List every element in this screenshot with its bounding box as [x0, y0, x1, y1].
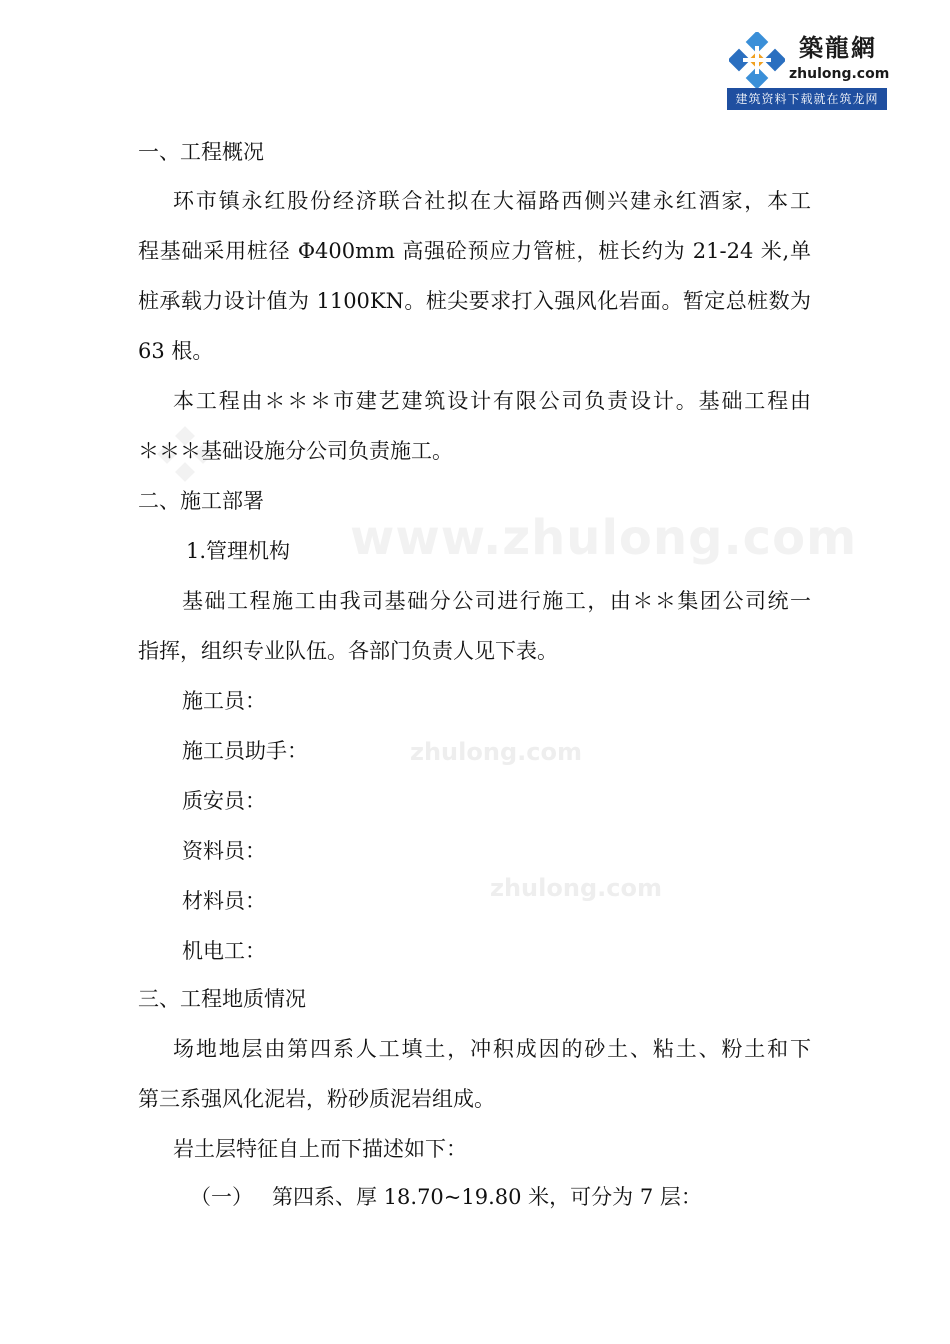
role-label: 资料员：: [182, 839, 266, 863]
watermark-large: www.zhulong.com: [350, 510, 858, 566]
paragraph-line: 场地地层由第四系人工填土，冲积成因的砂土、粘土、粉土和下: [173, 1037, 811, 1061]
list-item-text: 第四系、厚 18.70~19.80 米，可分为 7 层：: [272, 1185, 702, 1209]
section-heading: 一、工程概况: [138, 140, 264, 164]
logo-slogan: 建筑资料下载就在筑龙网: [727, 88, 887, 110]
paragraph-line: 第三系强风化泥岩，粉砂质泥岩组成。: [138, 1087, 495, 1111]
watermark-small: zhulong.com: [490, 874, 662, 902]
logo-domain: zhulong.com: [789, 66, 890, 82]
role-label: 材料员：: [182, 889, 266, 913]
role-label: 机电工：: [182, 939, 266, 963]
logo-name-cn: 築龍網: [799, 33, 877, 62]
paragraph-line: 桩承载力设计值为 1100KN。桩尖要求打入强风化岩面。暂定总桩数为: [138, 289, 811, 313]
watermark-small: zhulong.com: [410, 738, 582, 766]
role-label: 施工员助手：: [182, 739, 308, 763]
list-item-number: （一）: [190, 1185, 253, 1209]
paragraph-line: 程基础采用桩径 Φ400mm 高强砼预应力管桩，桩长约为 21-24 米,单: [138, 239, 811, 263]
paragraph-line: 63 根。: [138, 339, 214, 363]
section-heading: 二、施工部署: [138, 489, 264, 513]
zhulong-snowflake-logo-icon: [729, 32, 785, 88]
paragraph-line: 基础工程施工由我司基础分公司进行施工，由＊＊集团公司统一: [182, 589, 811, 613]
role-label: 施工员：: [182, 689, 266, 713]
paragraph-line: 环市镇永红股份经济联合社拟在大福路西侧兴建永红酒家，本工: [173, 189, 811, 213]
paragraph-line: 岩土层特征自上而下描述如下：: [173, 1137, 467, 1161]
logo-top: [727, 28, 890, 88]
paragraph-line: 指挥，组织专业队伍。各部门负责人见下表。: [138, 639, 558, 663]
role-label: 质安员：: [182, 789, 266, 813]
paragraph-line: ＊＊＊基础设施分公司负责施工。: [138, 439, 453, 463]
section-heading: 三、工程地质情况: [138, 987, 306, 1011]
paragraph-line: 本工程由＊＊＊市建艺建筑设计有限公司负责设计。基础工程由: [173, 389, 811, 413]
zhulong-logo: [727, 28, 890, 110]
subsection-heading: 1.管理机构: [186, 539, 291, 563]
